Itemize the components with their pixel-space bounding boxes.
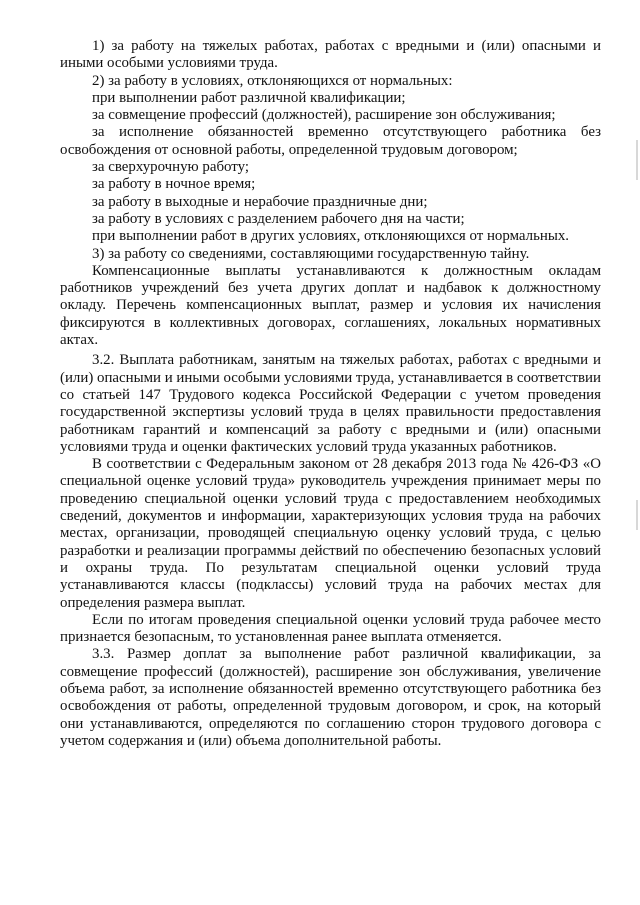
scan-edge-mark [636,140,638,180]
paragraph-item-2-8: при выполнении работ в других условиях, отклоняющихся от нормальных. [92,228,570,245]
paragraph-compensation-note: Компенсационные выплаты устанавливаются к должностным окладам работников учреждений без учета других доплат и надбавок к должностному окладу. Перечень компенсационных выплат, размер и условия их начисления фиксируются в коллективных договорах, соглашениях, локальных нормативных актах. [60,262,601,349]
paragraph-item-1: 1) за работу на тяжелых работах, работах с вредными и (или) опасными и иными особыми условиями труда. [60,38,601,72]
paragraph-item-2-1: при выполнении работ различной квалификации; [92,89,406,106]
paragraph-safe-workplace: Если по итогам проведения специальной оценки условий труда рабочее место признается безопасным, то установленная ранее выплата отменяется. [60,611,601,646]
paragraph-item-2-5: за работу в ночное время; [92,176,256,193]
paragraph-special-assessment: В соответствии с Федеральным законом от 28 декабря 2013 года № 426-ФЗ «О специальной оценке условий труда» руководитель учреждения принимает меры по проведению специальной оценки условий труда с предоставлением необходимых сведений, документов и информации, характеризующих условия труда на рабочих местах, организации, проводящей специальную оценку условий труда, с целью разработки и реализации программы действий по обеспечению безопасных условий и охраны труда. По результатам специальной оценки условий труда устанавливаются классы (подклассы) условий труда на рабочих местах для определения размера выплат. [60,456,601,611]
paragraph-item-3: 3) за работу со сведениями, составляющими государственную тайну. [92,245,530,262]
paragraph-item-2: 2) за работу в условиях, отклоняющихся от нормальных: [92,72,453,89]
paragraph-section-3-2: 3.2. Выплата работникам, занятым на тяжелых работах, работах с вредными и (или) опасными и иными особыми условиями труда, устанавливается в соответствии со статьей 147 Трудового кодекса Российской Федерации с учетом проведения государственной экспертизы условий труда в целях правильности предоставления работникам гарантий и компенсаций за работу с вредными и (или) опасными условиями труда и оценки фактических условий труда указанных работников. [60,352,601,455]
paragraph-item-2-7: за работу в условиях с разделением рабочего дня на части; [92,210,465,227]
document-page [60,38,601,750]
paragraph-item-2-3: за исполнение обязанностей временно отсутствующего работника без освобождения от основной работы, определенной трудовым договором; [60,124,601,158]
scan-edge-mark [636,500,638,530]
paragraph-section-3-3: 3.3. Размер доплат за выполнение работ различной квалификации, за совмещение профессий (должностей), расширение зон обслуживания, увеличение объема работ, за исполнение обязанностей временно отсутствующего работника без освобождения от работы, определенной трудовым договором, и срок, на который они устанавливаются, определяются по соглашению сторон трудового договора с учетом содержания и (или) объема дополнительной работы. [60,646,601,749]
paragraph-item-2-6: за работу в выходные и нерабочие праздничные дни; [92,193,428,210]
paragraph-item-2-4: за сверхурочную работу; [92,159,249,176]
paragraph-item-2-2: за совмещение профессий (должностей), расширение зон обслуживания; [92,107,556,124]
